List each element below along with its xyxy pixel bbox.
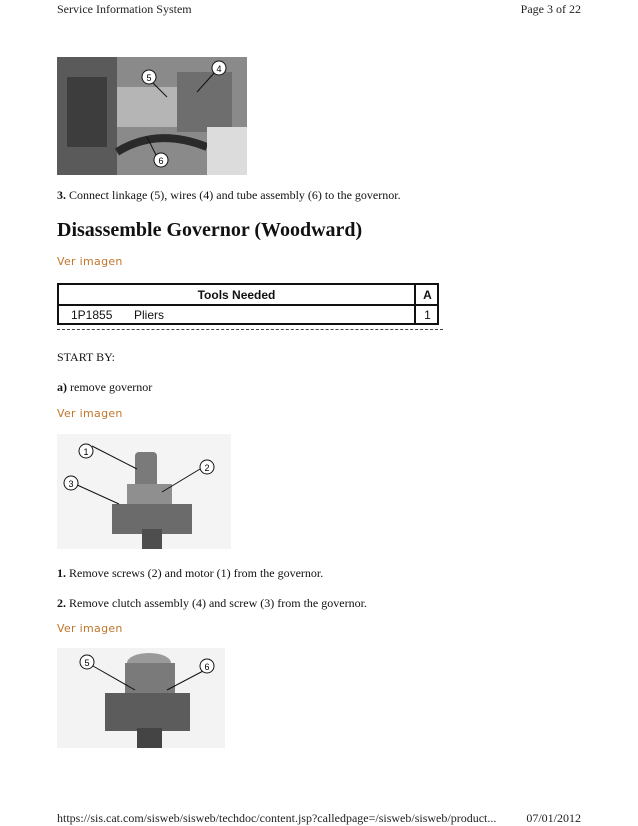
view-image-link[interactable]: Ver imagen xyxy=(57,407,123,420)
table-header xyxy=(59,285,437,306)
start-by-item: a) remove governor xyxy=(57,380,153,394)
start-by-label: START BY: xyxy=(57,350,116,364)
view-image-link[interactable]: Ver imagen xyxy=(57,622,123,635)
callout-label: 2 xyxy=(204,463,210,473)
step-1: 1. Remove screws (2) and motor (1) from the governor. xyxy=(57,566,324,580)
callout-label: 6 xyxy=(204,662,210,672)
footer-url: https://sis.cat.com/sisweb/sisweb/techdoc/content.jsp?calledpage=/sisweb/sisweb/product... xyxy=(57,811,497,825)
footer-date: 07/01/2012 xyxy=(526,811,581,825)
callout-label: 4 xyxy=(216,64,222,74)
column-a-header: A xyxy=(423,288,432,302)
callout-label: 6 xyxy=(158,156,164,166)
callout-label: 5 xyxy=(84,658,90,668)
tools-needed-table xyxy=(57,283,439,325)
view-image-link[interactable]: Ver imagen xyxy=(57,255,123,268)
governor-linkage-photo xyxy=(57,57,247,175)
callout-label: 1 xyxy=(83,447,89,457)
table-row xyxy=(59,305,437,324)
table-dashed-rule xyxy=(57,329,443,330)
part-number: 1P1855 xyxy=(71,308,113,322)
tool-name: Pliers xyxy=(134,308,165,322)
table-title: Tools Needed xyxy=(197,288,276,302)
governor-clutch-photo xyxy=(57,648,225,748)
table-divider xyxy=(414,285,416,323)
tool-quantity: 1 xyxy=(424,308,431,322)
step-2: 2. Remove clutch assembly (4) and screw (3) from the governor. xyxy=(57,596,367,610)
governor-motor-photo xyxy=(57,434,231,549)
callout-label: 3 xyxy=(68,479,74,489)
callout-label: 5 xyxy=(146,73,152,83)
header-title: Service Information System xyxy=(57,2,192,16)
step-3: 3. Connect linkage (5), wires (4) and tube assembly (6) to the governor. xyxy=(57,188,401,202)
page-number: Page 3 of 22 xyxy=(520,2,581,16)
section-title: Disassemble Governor (Woodward) xyxy=(57,219,363,241)
